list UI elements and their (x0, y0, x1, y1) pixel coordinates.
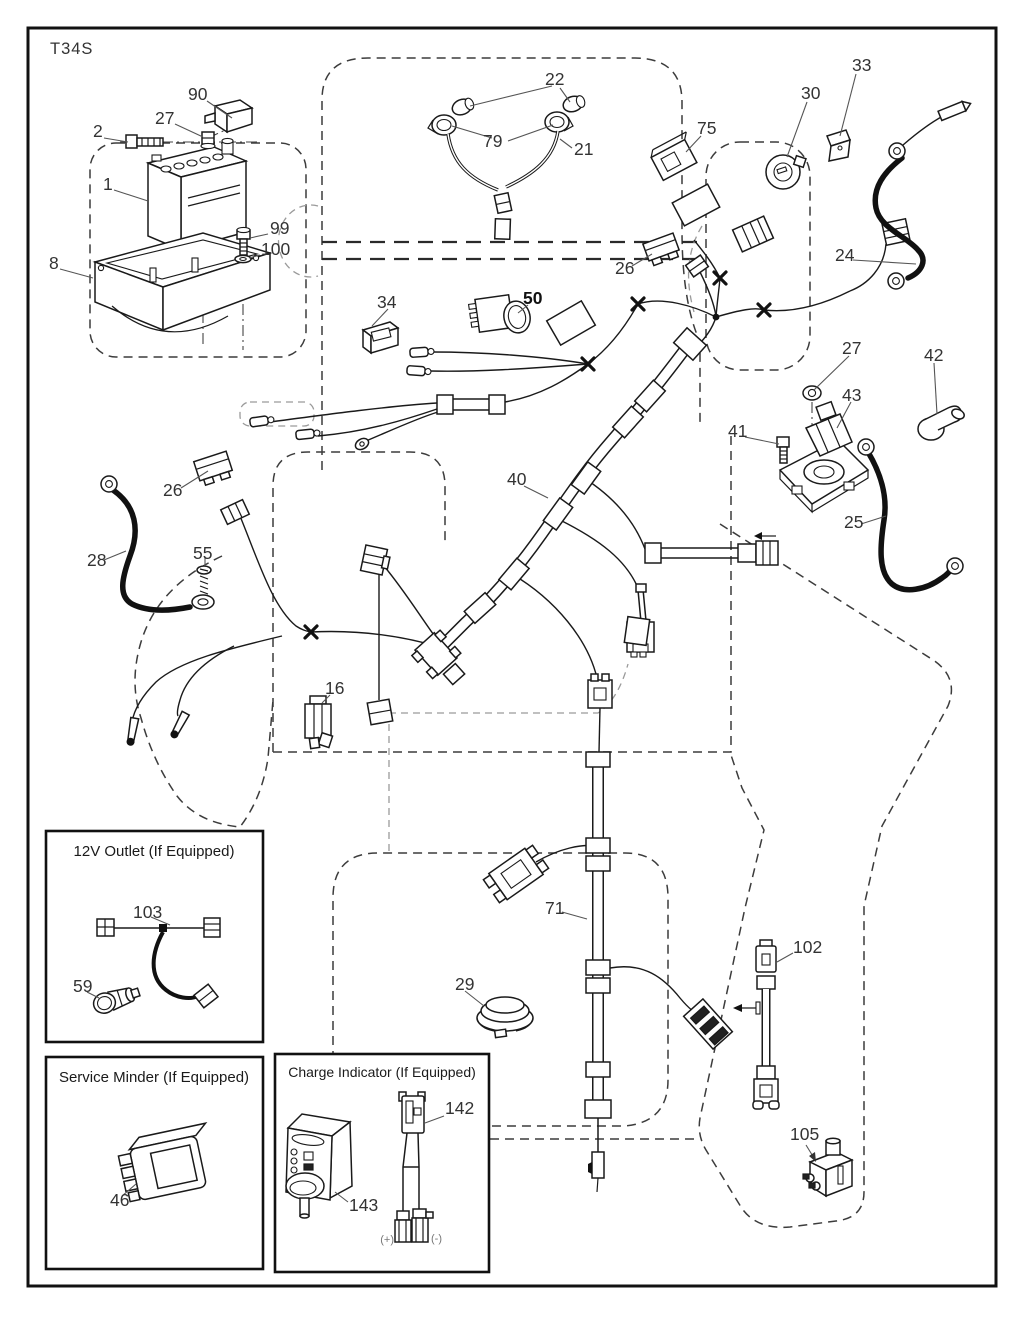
callout-46: 46 (110, 1190, 130, 1210)
inset-charge-indicator (275, 1054, 489, 1272)
inline-fuse-holder (437, 395, 505, 414)
bullet-terminal (249, 415, 274, 427)
callout-99: 99 (270, 218, 290, 238)
headlight-bulb-right (561, 93, 587, 114)
headlight-connector (486, 193, 518, 243)
callout-21: 21 (574, 139, 594, 159)
harness-71-end-plug (592, 1152, 604, 1178)
callout-16: 16 (325, 678, 345, 698)
inline-valve-102 (733, 940, 779, 1109)
callout-100: 100 (261, 239, 291, 259)
inset-minder-title: Service Minder (If Equipped) (58, 1069, 250, 1086)
bullet-terminal (407, 366, 432, 377)
inset-service-minder (46, 1057, 263, 1269)
probe-terminal (169, 711, 189, 739)
callout-25: 25 (844, 512, 864, 532)
solenoid-nut-27 (803, 386, 821, 400)
bulb-socket-right (545, 112, 573, 132)
battery (148, 138, 246, 250)
callout-8: 8 (49, 253, 59, 273)
harness-71 (482, 752, 732, 1192)
plus-terminal-label: (+) (380, 1234, 394, 1246)
callout-41: 41 (728, 421, 748, 441)
callout-28: 28 (87, 550, 107, 570)
clip-33 (827, 130, 850, 161)
callout-2: 2 (93, 121, 103, 141)
ignition-switch (766, 155, 806, 189)
small-connector (367, 699, 392, 724)
inset-charge-title: Charge Indicator (If Equipped) (288, 1064, 476, 1080)
keyed-connector (361, 545, 392, 576)
callout-24: 24 (835, 245, 855, 265)
callout-1: 1 (103, 174, 113, 194)
terminal-boot-42 (918, 406, 966, 440)
callout-43: 43 (842, 385, 862, 405)
solenoid-bolt-41 (777, 437, 789, 463)
inline-connector-pair (645, 532, 778, 565)
callout-27: 27 (155, 108, 175, 128)
probe-terminal (126, 717, 139, 746)
callout-50: 50 (523, 288, 543, 308)
callout-59: 59 (73, 976, 93, 996)
fuel-solenoid-105 (803, 1138, 852, 1196)
callout-40: 40 (507, 469, 527, 489)
starter-cable-25 (858, 439, 963, 590)
label-plate-upper (672, 184, 720, 226)
inset-outlet-title: 12V Outlet (If Equipped) (73, 843, 235, 860)
switch-75 (648, 132, 701, 180)
starter-solenoid-43 (780, 402, 868, 512)
diagram-title: T34S (50, 40, 94, 58)
minus-terminal-label: (-) (431, 1233, 442, 1245)
battery-cable-24 (875, 99, 972, 289)
callout-29: 29 (455, 974, 475, 994)
cable-24-connector (938, 99, 972, 121)
callout-105: 105 (790, 1124, 820, 1144)
fuse-26-top (643, 233, 681, 266)
harness-end-connector (411, 629, 473, 692)
inset-12v-outlet (46, 831, 263, 1042)
battery-nut (201, 132, 215, 149)
callout-103: 103 (133, 902, 163, 922)
callout-26-left: 26 (163, 480, 183, 500)
label-plate-mid (547, 301, 596, 345)
callout-34: 34 (377, 292, 397, 312)
tray-washer (235, 255, 251, 262)
connector-16 (305, 696, 333, 749)
spade-terminal (353, 436, 370, 452)
callout-22: 22 (545, 69, 565, 89)
callout-79: 79 (483, 131, 503, 151)
callout-71: 71 (545, 898, 565, 918)
bullet-terminal (410, 347, 435, 358)
callout-33: 33 (852, 55, 872, 75)
callout-75: 75 (697, 118, 717, 138)
callout-143: 143 (349, 1195, 379, 1215)
fender-right-outline (699, 524, 951, 1227)
callout-102: 102 (793, 937, 823, 957)
callout-42: 42 (924, 345, 944, 365)
connector-mid-upper (624, 617, 649, 646)
connector-4pin (221, 500, 250, 525)
headlight-harness (428, 93, 587, 242)
bulb-socket-left (428, 115, 456, 135)
callout-30: 30 (801, 83, 821, 103)
frame-outline-left (273, 452, 445, 752)
headlight-bulb-left (450, 96, 476, 118)
callout-142: 142 (445, 1098, 475, 1118)
relay-connector (733, 216, 774, 252)
fuse-26-left (194, 451, 234, 486)
callout-27-solenoid: 27 (842, 338, 862, 358)
ground-screw-55 (192, 566, 214, 609)
switch-34 (363, 322, 398, 353)
battery-bolt (126, 135, 163, 148)
connector-above-71 (588, 674, 612, 708)
callout-55: 55 (193, 543, 213, 563)
harness-71-connector-right (684, 999, 733, 1049)
callout-90: 90 (188, 84, 208, 104)
callout-26-top: 26 (615, 258, 635, 278)
bullet-terminal (296, 428, 321, 439)
horn-29 (477, 997, 533, 1038)
wire-junction-node (713, 314, 720, 321)
